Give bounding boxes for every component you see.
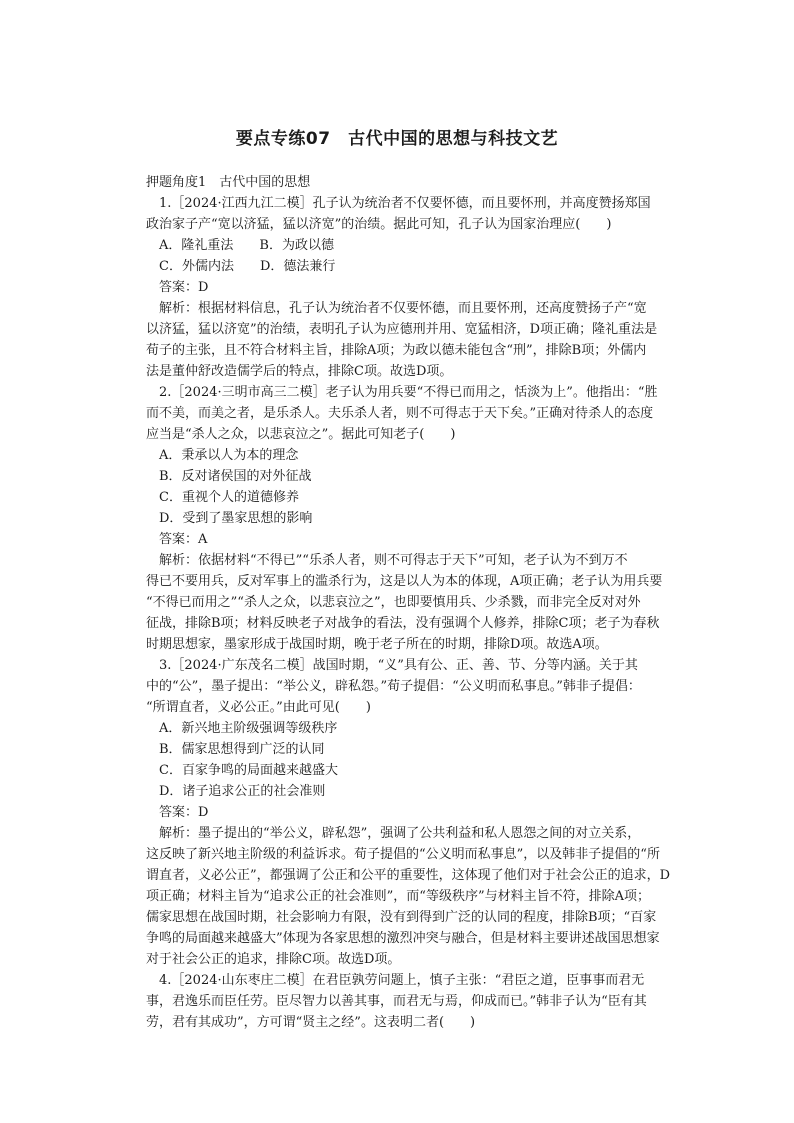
text-line: 解析：依据材料“不得已”“乐杀人者，则不可得志于天下”可知，老子认为不到万不 [146,553,628,568]
text-line: C．外儒内法 D．德法兼行 [146,259,336,274]
text-line: 劳，君有其成功”，方可谓“贤主之经”。这表明二者( ) [146,1015,476,1030]
text-line: A．隆礼重法 B．为政以德 [146,238,334,253]
text-line: 得已不要用兵，反对军事上的滥杀行为，这是以人为本的体现，A项正确；老子认为用兵要 [146,574,663,589]
text-line: B．反对诸侯国的对外征战 [146,469,312,484]
text-line: 事，君逸乐而臣任劳。臣尽智力以善其事，而君无与焉，仰成而已。”韩非子认为“臣有其 [146,994,647,1009]
document-body [146,172,681,1033]
text-line: 儒家思想在战国时期，社会影响力有限，没有到得到广泛的认同的程度，排除B项；“百家 [146,910,657,925]
text-line: 法是董仲舒改造儒学后的特点，排除C项。故选D项。 [146,364,453,379]
text-line: 时期思想家，墨家形成于战国时期，晚于老子所在的时期，排除D项。故选A项。 [146,637,608,652]
text-line: 1.［2024·江西九江二模］孔子认为统治者不仅要怀德，而且要怀刑，并高度赞扬郑国 [146,196,651,211]
text-line: B．儒家思想得到广泛的认同 [146,742,325,757]
text-line: 这反映了新兴地主阶级的利益诉求。荀子提倡的“公义明而私事息”，以及韩非子提倡的“所 [146,847,660,862]
text-line: 答案：A [146,532,208,547]
text-line: C．百家争鸣的局面越来越盛大 [146,763,338,778]
text-line: 以济猛，猛以济宽”的治绩，表明孔子认为应德刑并用、宽猛相济，D项正确；隆礼重法是 [146,322,658,337]
text-line: 谓直者，义必公正”，都强调了公正和公平的重要性，这体现了他们对于社会公正的追求，D [146,868,671,883]
text-line: 4.［2024·山东枣庄二模］在君臣孰劳问题上，慎子主张：“君臣之道，臣事事而君无 [146,973,645,988]
text-line: “不得已而用之”“杀人之众，以悲哀泣之”，也即要慎用兵、少杀戮，而非完全反对对外 [146,595,641,610]
text-lines [146,193,681,1033]
text-line: 解析：根据材料信息，孔子认为统治者不仅要怀德，而且要怀刑，还高度赞扬子产“宽 [146,301,647,316]
text-line: “所谓直者，义必公正。”由此可见( ) [146,700,371,715]
text-line: 对于社会公正的追求，排除C项。故选D项。 [146,952,401,967]
text-line: 答案：D [146,805,209,820]
text-line: 而不美，而美之者，是乐杀人。夫乐杀人者，则不可得志于天下矣。”正确对待杀人的态度 [146,406,654,421]
text-line: 争鸣的局面越来越盛大”体现为各家思想的激烈冲突与融合，但是材料主要讲述战国思想家 [146,931,660,946]
text-line: 项正确；材料主旨为“追求公正的社会准则”，而“等级秩序”与材料主旨不符，排除A项； [146,889,650,904]
section-heading: 押题角度1 古代中国的思想 [146,175,311,190]
text-line: 中的“公”，墨子提出：“举公义，辟私怨。”荀子提倡：“公义明而私事息。”韩非子提倡： [146,679,641,694]
text-line: D．受到了墨家思想的影响 [146,511,313,526]
text-line: 政治家子产“宽以济猛，猛以济宽”的治绩。据此可知，孔子认为国家治理应( ) [146,217,612,232]
text-line: D．诸子追求公正的社会准则 [146,784,326,799]
text-line: 解析：墨子提出的“举公义，辟私怨”，强调了公共利益和私人恩怨之间的对立关系， [146,826,641,841]
text-line: 答案：D [146,280,209,295]
text-line: 3.［2024·广东茂名二模］战国时期，“义”具有公、正、善、节、分等内涵。关于其 [146,658,638,673]
page-title: 要点专练07 古代中国的思想与科技文艺 [235,129,559,149]
text-line: 2.［2024·三明市高三二模］老子认为用兵要“不得已而用之，恬淡为上”。他指出：“胜 [146,385,658,400]
text-line: 荀子的主张，且不符合材料主旨，排除A项；为政以德未能包含“刑”，排除B项；外儒内 [146,343,647,358]
text-line: A．秉承以人为本的理念 [146,448,299,463]
text-line: 征战，排除B项；材料反映老子对战争的看法，没有强调个人修养，排除C项；老子为春秋 [146,616,660,631]
text-line: A．新兴地主阶级强调等级秩序 [146,721,338,736]
text-line: 应当是“杀人之众，以悲哀泣之”。据此可知老子( ) [146,427,456,442]
text-line: C．重视个人的道德修养 [146,490,299,505]
